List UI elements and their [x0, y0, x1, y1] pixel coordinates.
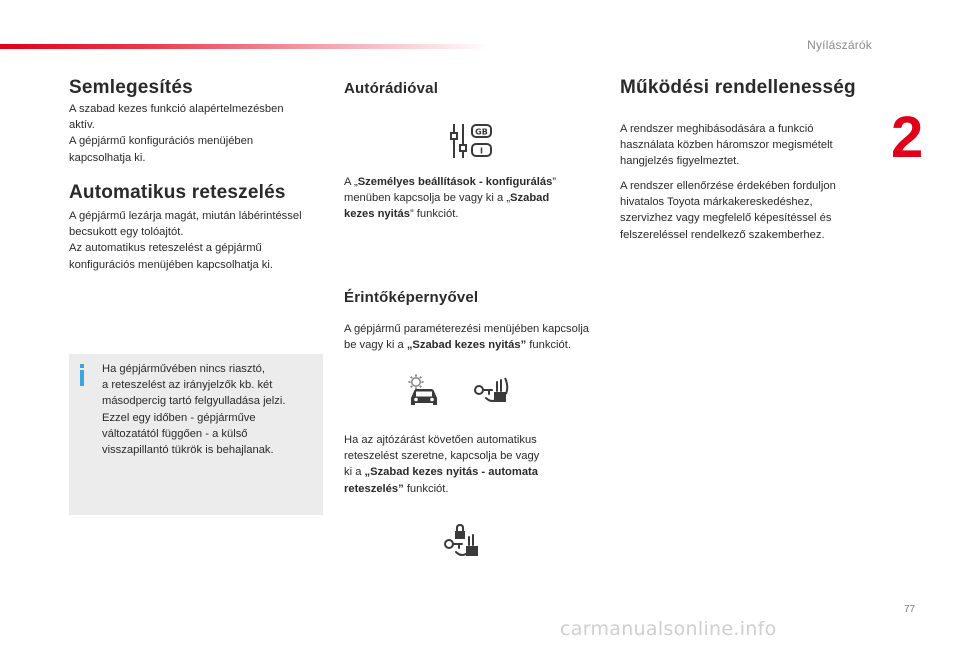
heading-automatikus-reteszeles: Automatikus reteszelés — [69, 182, 286, 203]
hands-free-autolock-icon — [442, 524, 480, 560]
heading-semlegesites: Semlegesítés — [69, 77, 193, 98]
car-settings-icon — [406, 373, 442, 409]
paragraph-automatikus-reteszeles: A gépjármű lezárja magát, miután lábérintéssel becsukott egy tolóajtót. Az automatikus reteszelést a gépjármű konfigurációs menüjében kapcsolhatja ki. — [69, 210, 302, 271]
paragraph-automata-reteszeles: Ha az ajtózárást követően automatikus reteszelést szeretne, kapcsolja be vagy ki a „Szabad kezes nyitás - automata reteszelés” funkciót. — [344, 434, 540, 495]
section-label: Nyílászárók — [807, 38, 872, 52]
radio-settings-icon — [448, 122, 494, 160]
svg-text:GB: GB — [475, 127, 488, 137]
paragraph-autoradioval: A „Személyes beállítások - konfigurálás” menüben kapcsolja be vagy ki a „Szabad kezes nyitás” funkciót. — [344, 176, 557, 221]
hands-free-opening-icon — [472, 376, 510, 406]
paragraph-rendellenesseg-1: A rendszer meghibásodására a funkció használata közben háromszor megismételt hangjelzés figyelmeztet. — [620, 123, 833, 168]
paragraph-rendellenesseg-2: A rendszer ellenőrzése érdekében forduljon hivatalos Toyota márkakereskedéshez, szervizhez vagy megfelelő képesítéssel és felszereléssel rendelkező szakemberhez. — [620, 180, 836, 241]
heading-autoradioval: Autórádióval — [344, 80, 439, 97]
info-box — [69, 354, 323, 515]
paragraph-erintokepernyovel: A gépjármű paraméterezési menüjében kapcsolja be vagy ki a „Szabad kezes nyitás” funkciót. — [344, 323, 590, 352]
svg-text:I: I — [480, 146, 483, 156]
page-number: 77 — [904, 604, 916, 615]
heading-erintokepernyovel: Érintőképernyővel — [344, 289, 479, 306]
header-accent-bar — [0, 44, 490, 49]
info-text: Ha gépjárművében nincs riasztó, a reteszelést az irányjelzők kb. két másodpercig tartó felgyulladása jelzi. Ezzel egy időben - gépjárműve változatától függően - a külső visszapillantó tükrök is behajlanak. — [102, 363, 286, 457]
heading-mukodesi-rendellenesseg: Működési rendellenesség — [620, 77, 856, 98]
info-icon — [77, 364, 87, 386]
chapter-number: 2 — [891, 105, 924, 170]
paragraph-semlegesites: A szabad kezes funkció alapértelmezésben aktív. A gépjármű konfigurációs menüjében kapcsolhatja ki. — [69, 103, 284, 164]
watermark: carmanualsonline.info — [560, 618, 777, 640]
